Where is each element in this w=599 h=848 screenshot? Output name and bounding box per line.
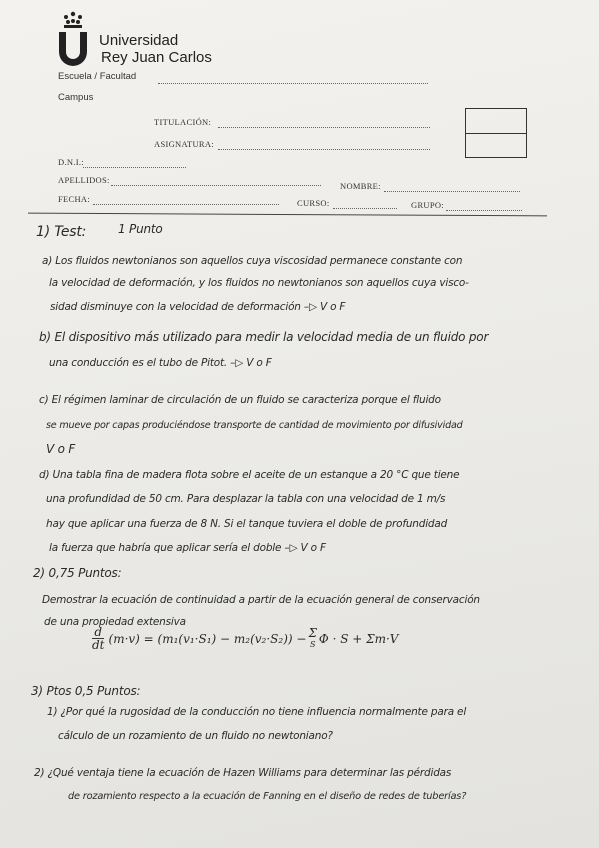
- escuela-label: Escuela / Facultad: [58, 71, 137, 82]
- formula-sum: [308, 625, 317, 650]
- q1-points: 1 Punto: [118, 222, 163, 236]
- grade-box-bottom: [465, 133, 527, 158]
- q3-title: 3) Ptos 0,5 Puntos:: [31, 684, 141, 698]
- q2-title: 2) 0,75 Puntos:: [33, 566, 122, 580]
- q1d-line2: una profundidad de 50 cm. Para desplazar la tabla con una velocidad de 1 m/s: [46, 493, 446, 505]
- q2-line2: de una propiedad extensiva: [44, 616, 186, 628]
- header-rule: [28, 213, 547, 217]
- q1c-line1: c) El régimen laminar de circulación de un fluido se caracteriza porque el fluido: [39, 394, 441, 406]
- curso-label: CURSO:: [297, 198, 330, 208]
- campus-label: Campus: [58, 92, 94, 103]
- q1a-line2: la velocidad de deformación, y los fluidos no newtonianos son aquellos cuya visco-: [49, 277, 469, 289]
- q1-title: 1) Test:: [36, 224, 87, 240]
- formula-derivative: [92, 626, 105, 651]
- q3-2-line1: 2) ¿Qué ventaja tiene la ecuación de Hazen Williams para determinar las pérdidas: [34, 767, 452, 779]
- university-logo: [55, 10, 91, 66]
- escuela-field[interactable]: [158, 83, 428, 84]
- grupo-label: GRUPO:: [411, 200, 444, 210]
- titulacion-label: TITULACIÓN:: [154, 117, 212, 127]
- curso-field[interactable]: [333, 208, 397, 209]
- university-name: [99, 32, 212, 66]
- asignatura-field[interactable]: [218, 149, 430, 150]
- q3-2-line2: de rozamiento respecto a la ecuación de Fanning en el diseño de redes de tuberías?: [68, 791, 467, 802]
- q3-1-line2: cálculo de un rozamiento de un fluido no newtoniano?: [58, 730, 333, 742]
- asignatura-label: ASIGNATURA:: [154, 139, 214, 149]
- conservation-formula: [92, 626, 398, 651]
- q1c-line3: V o F: [46, 442, 76, 456]
- nombre-label: NOMBRE:: [340, 181, 381, 191]
- titulacion-field[interactable]: [218, 127, 430, 128]
- university-name-line1: Universidad: [99, 32, 179, 49]
- q3-1-line1: 1) ¿Por qué la rugosidad de la conducción no tiene influencia normalmente para el: [47, 706, 467, 718]
- q1d-line1: d) Una tabla fina de madera flota sobre el aceite de un estanque a 20 °C que tiene: [39, 469, 460, 481]
- q1a-line3: sidad disminuye con la velocidad de deformación –▷ V o F: [50, 301, 346, 313]
- nombre-field[interactable]: [384, 191, 520, 192]
- q1c-line2: se mueve por capas produciéndose transporte de cantidad de movimiento por difusividad: [46, 420, 463, 431]
- formula-sum-symbol: Σ: [308, 625, 317, 640]
- apellidos-field[interactable]: [111, 185, 321, 186]
- fecha-label: FECHA:: [58, 194, 91, 204]
- q1d-line3: hay que aplicar una fuerza de 8 N. Si el tanque tuviera el doble de profundidad: [46, 518, 448, 530]
- university-name-line2: Rey Juan Carlos: [101, 49, 212, 66]
- fecha-field[interactable]: [93, 204, 279, 205]
- apellidos-label: APELLIDOS:: [58, 175, 110, 185]
- formula-frac-num: d: [94, 625, 103, 639]
- formula-frac-den: dt: [92, 638, 105, 652]
- formula-sum-sub: S: [309, 639, 316, 649]
- formula-body1: (m·v) = (m₁(v₁·S₁) − m₂(v₂·S₂)) −: [108, 631, 307, 646]
- q2-line1: Demostrar la ecuación de continuidad a partir de la ecuación general de conservación: [42, 594, 480, 606]
- dni-field[interactable]: [83, 167, 186, 168]
- q1b-line2: una conducción es el tubo de Pitot. –▷ V o F: [49, 357, 272, 369]
- q1b-line1: b) El dispositivo más utilizado para medir la velocidad media de un fluido por: [39, 330, 489, 344]
- grupo-field[interactable]: [446, 210, 522, 211]
- q1d-line4: la fuerza que habría que aplicar sería el doble –▷ V o F: [49, 542, 326, 554]
- dni-label: D.N.I.:: [58, 157, 84, 167]
- formula-body2: Φ · S + Σm·V: [318, 631, 399, 646]
- grade-box-top: [465, 108, 527, 134]
- q1a-line1: a) Los fluidos newtonianos son aquellos cuya viscosidad permanece constante con: [42, 255, 463, 267]
